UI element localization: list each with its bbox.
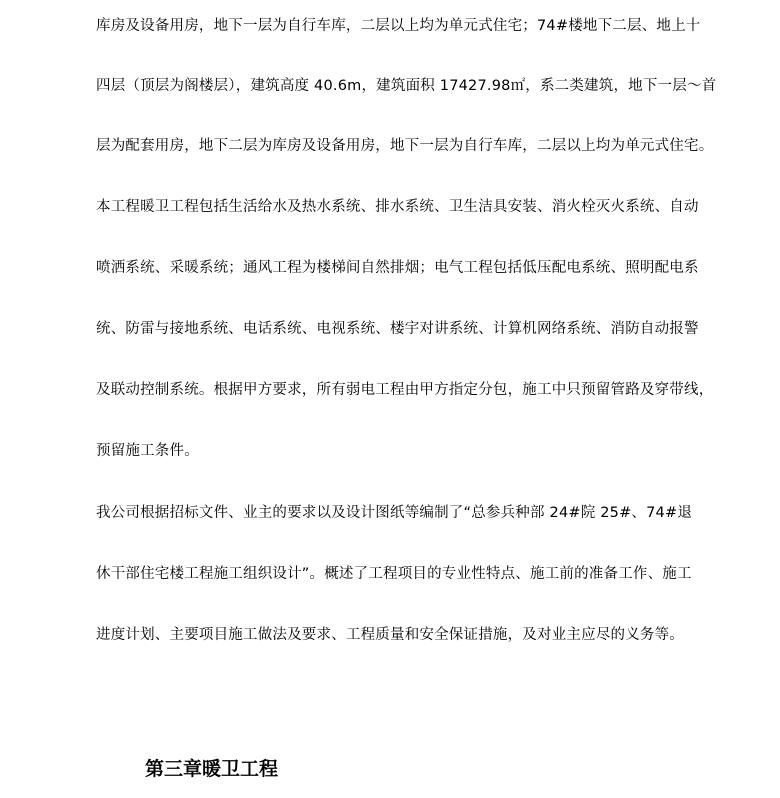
paragraph-1-line-3: 层为配套用房，地下二层为库房及设备用房，地下一层为自行车库，二层以上均为单元式住宅。	[96, 138, 714, 154]
paragraph-3-line-1: 我公司根据招标文件、业主的要求以及设计图纸等编制了“总参兵种部 24#院 25#、74#退	[96, 505, 693, 521]
paragraph-2-line-1: 本工程暖卫工程包括生活给水及热水系统、排水系统、卫生洁具安装、消火栓灭火系统、自动	[96, 199, 699, 215]
paragraph-3-line-3: 进度计划、主要项目施工做法及要求、工程质量和安全保证措施，及对业主应尽的义务等。	[96, 627, 684, 643]
paragraph-2-line-4: 及联动控制系统。根据甲方要求，所有弱电工程由甲方指定分包，施工中只预留管路及穿带线，	[96, 382, 714, 398]
paragraph-3-line-2: 休干部住宅楼工程施工组织设计”。概述了工程项目的专业性特点、施工前的准备工作、施工	[96, 566, 692, 582]
paragraph-1-line-2: 四层（顶层为阁楼层），建筑高度 40.6m，建筑面积 17427.98㎡，系二类建筑，地下一层～首	[96, 78, 717, 94]
paragraph-2-line-2: 喷洒系统、采暖系统；通风工程为楼梯间自然排烟；电气工程包括低压配电系统、照明配电系	[96, 260, 699, 276]
paragraph-2-line-3: 统、防雷与接地系统、电话系统、电视系统、楼宇对讲系统、计算机网络系统、消防自动报警	[96, 321, 699, 337]
paragraph-2-line-5: 预留施工条件。	[96, 443, 199, 459]
chapter-heading: 第三章暖卫工程	[145, 758, 279, 780]
paragraph-1-line-1: 库房及设备用房，地下一层为自行车库，二层以上均为单元式住宅；74#楼地下二层、地上十	[96, 18, 701, 34]
